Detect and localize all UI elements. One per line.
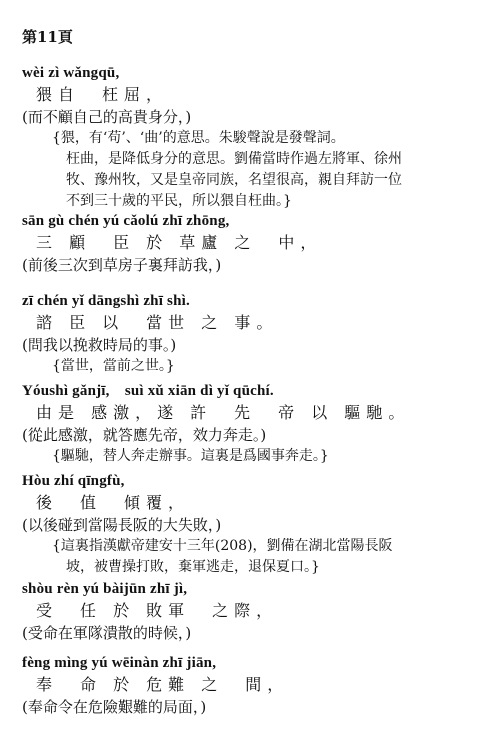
verse-section bbox=[22, 380, 492, 467]
translation-line: (從此感激，就答應先帝，效力奔走。) bbox=[22, 426, 267, 444]
note-line: {當世，當前之世。} bbox=[52, 358, 175, 374]
chinese-line: 由是 感激，遂 許 先 帝 以 驅馳。 bbox=[36, 403, 411, 422]
translation-line: (前後三次到草房子裏拜訪我，) bbox=[22, 256, 222, 274]
chinese-line: 三 顧 臣 於 草廬 之 中， bbox=[36, 233, 323, 252]
note-line: {猥，有‘苟’、‘曲’的意思。朱駿聲說是發聲詞。 bbox=[52, 130, 345, 146]
pinyin-line: fèng mìng yú wēinàn zhī jiān, bbox=[22, 655, 217, 671]
chinese-line: 受 任 於 敗軍 之際， bbox=[36, 601, 279, 620]
pinyin-line: wèi zì wǎngqū, bbox=[22, 65, 120, 81]
annotation-note bbox=[22, 536, 492, 578]
note-line: 牧、豫州牧，又是皇帝同族，名望很高，親自拜訪一位 bbox=[66, 172, 402, 188]
pinyin-line: Yóushì gǎnjī, suì xǔ xiān dì yǐ qūchí. bbox=[22, 383, 274, 399]
verse-section bbox=[22, 470, 492, 578]
verse-section bbox=[22, 210, 492, 276]
verse-section bbox=[22, 62, 492, 212]
translation-line: (奉命令在危險艱難的局面，) bbox=[22, 698, 207, 716]
verse-section bbox=[22, 578, 492, 644]
translation-line: (以後碰到當陽長阪的大失敗，) bbox=[22, 516, 222, 534]
chinese-line: 後 值 傾覆， bbox=[36, 493, 191, 512]
note-line: {這裏指漢獻帝建安十三年(208)，劉備在湖北當陽長阪 bbox=[52, 538, 393, 554]
pinyin-line: Hòu zhí qīngfù, bbox=[22, 473, 125, 489]
annotation-note bbox=[22, 128, 492, 212]
verse-section bbox=[22, 290, 492, 377]
annotation-note bbox=[22, 356, 492, 377]
verse-section bbox=[22, 652, 492, 718]
annotation-note bbox=[22, 446, 492, 467]
note-line: {驅馳，替人奔走辦事。這裏是爲國事奔走。} bbox=[52, 448, 329, 464]
chinese-line: 猥自 枉屈， bbox=[36, 85, 169, 104]
note-line: 枉曲，是降低身分的意思。劉備當時作過左將軍、徐州 bbox=[66, 151, 402, 167]
chinese-line: 諮 臣 以 當世 之 事。 bbox=[36, 313, 279, 332]
note-line: 坡，被曹操打敗，棄軍逃走，退保夏口。} bbox=[66, 559, 320, 575]
translation-line: (而不顧自己的高貴身分，) bbox=[22, 108, 192, 126]
page-number: 第11頁 bbox=[22, 28, 73, 46]
translation-line: (受命在軍隊潰散的時候，) bbox=[22, 624, 192, 642]
chinese-line: 奉 命 於 危難 之 間， bbox=[36, 675, 290, 694]
note-line: 不到三十歲的平民，所以猥自枉曲。} bbox=[66, 193, 292, 209]
pinyin-line: shòu rèn yú bàijūn zhī jì, bbox=[22, 581, 188, 597]
translation-line: (問我以挽救時局的事。) bbox=[22, 336, 177, 354]
pinyin-line: zī chén yǐ dāngshì zhī shì. bbox=[22, 293, 190, 309]
pinyin-line: sān gù chén yú cǎolú zhī zhōng, bbox=[22, 213, 230, 229]
